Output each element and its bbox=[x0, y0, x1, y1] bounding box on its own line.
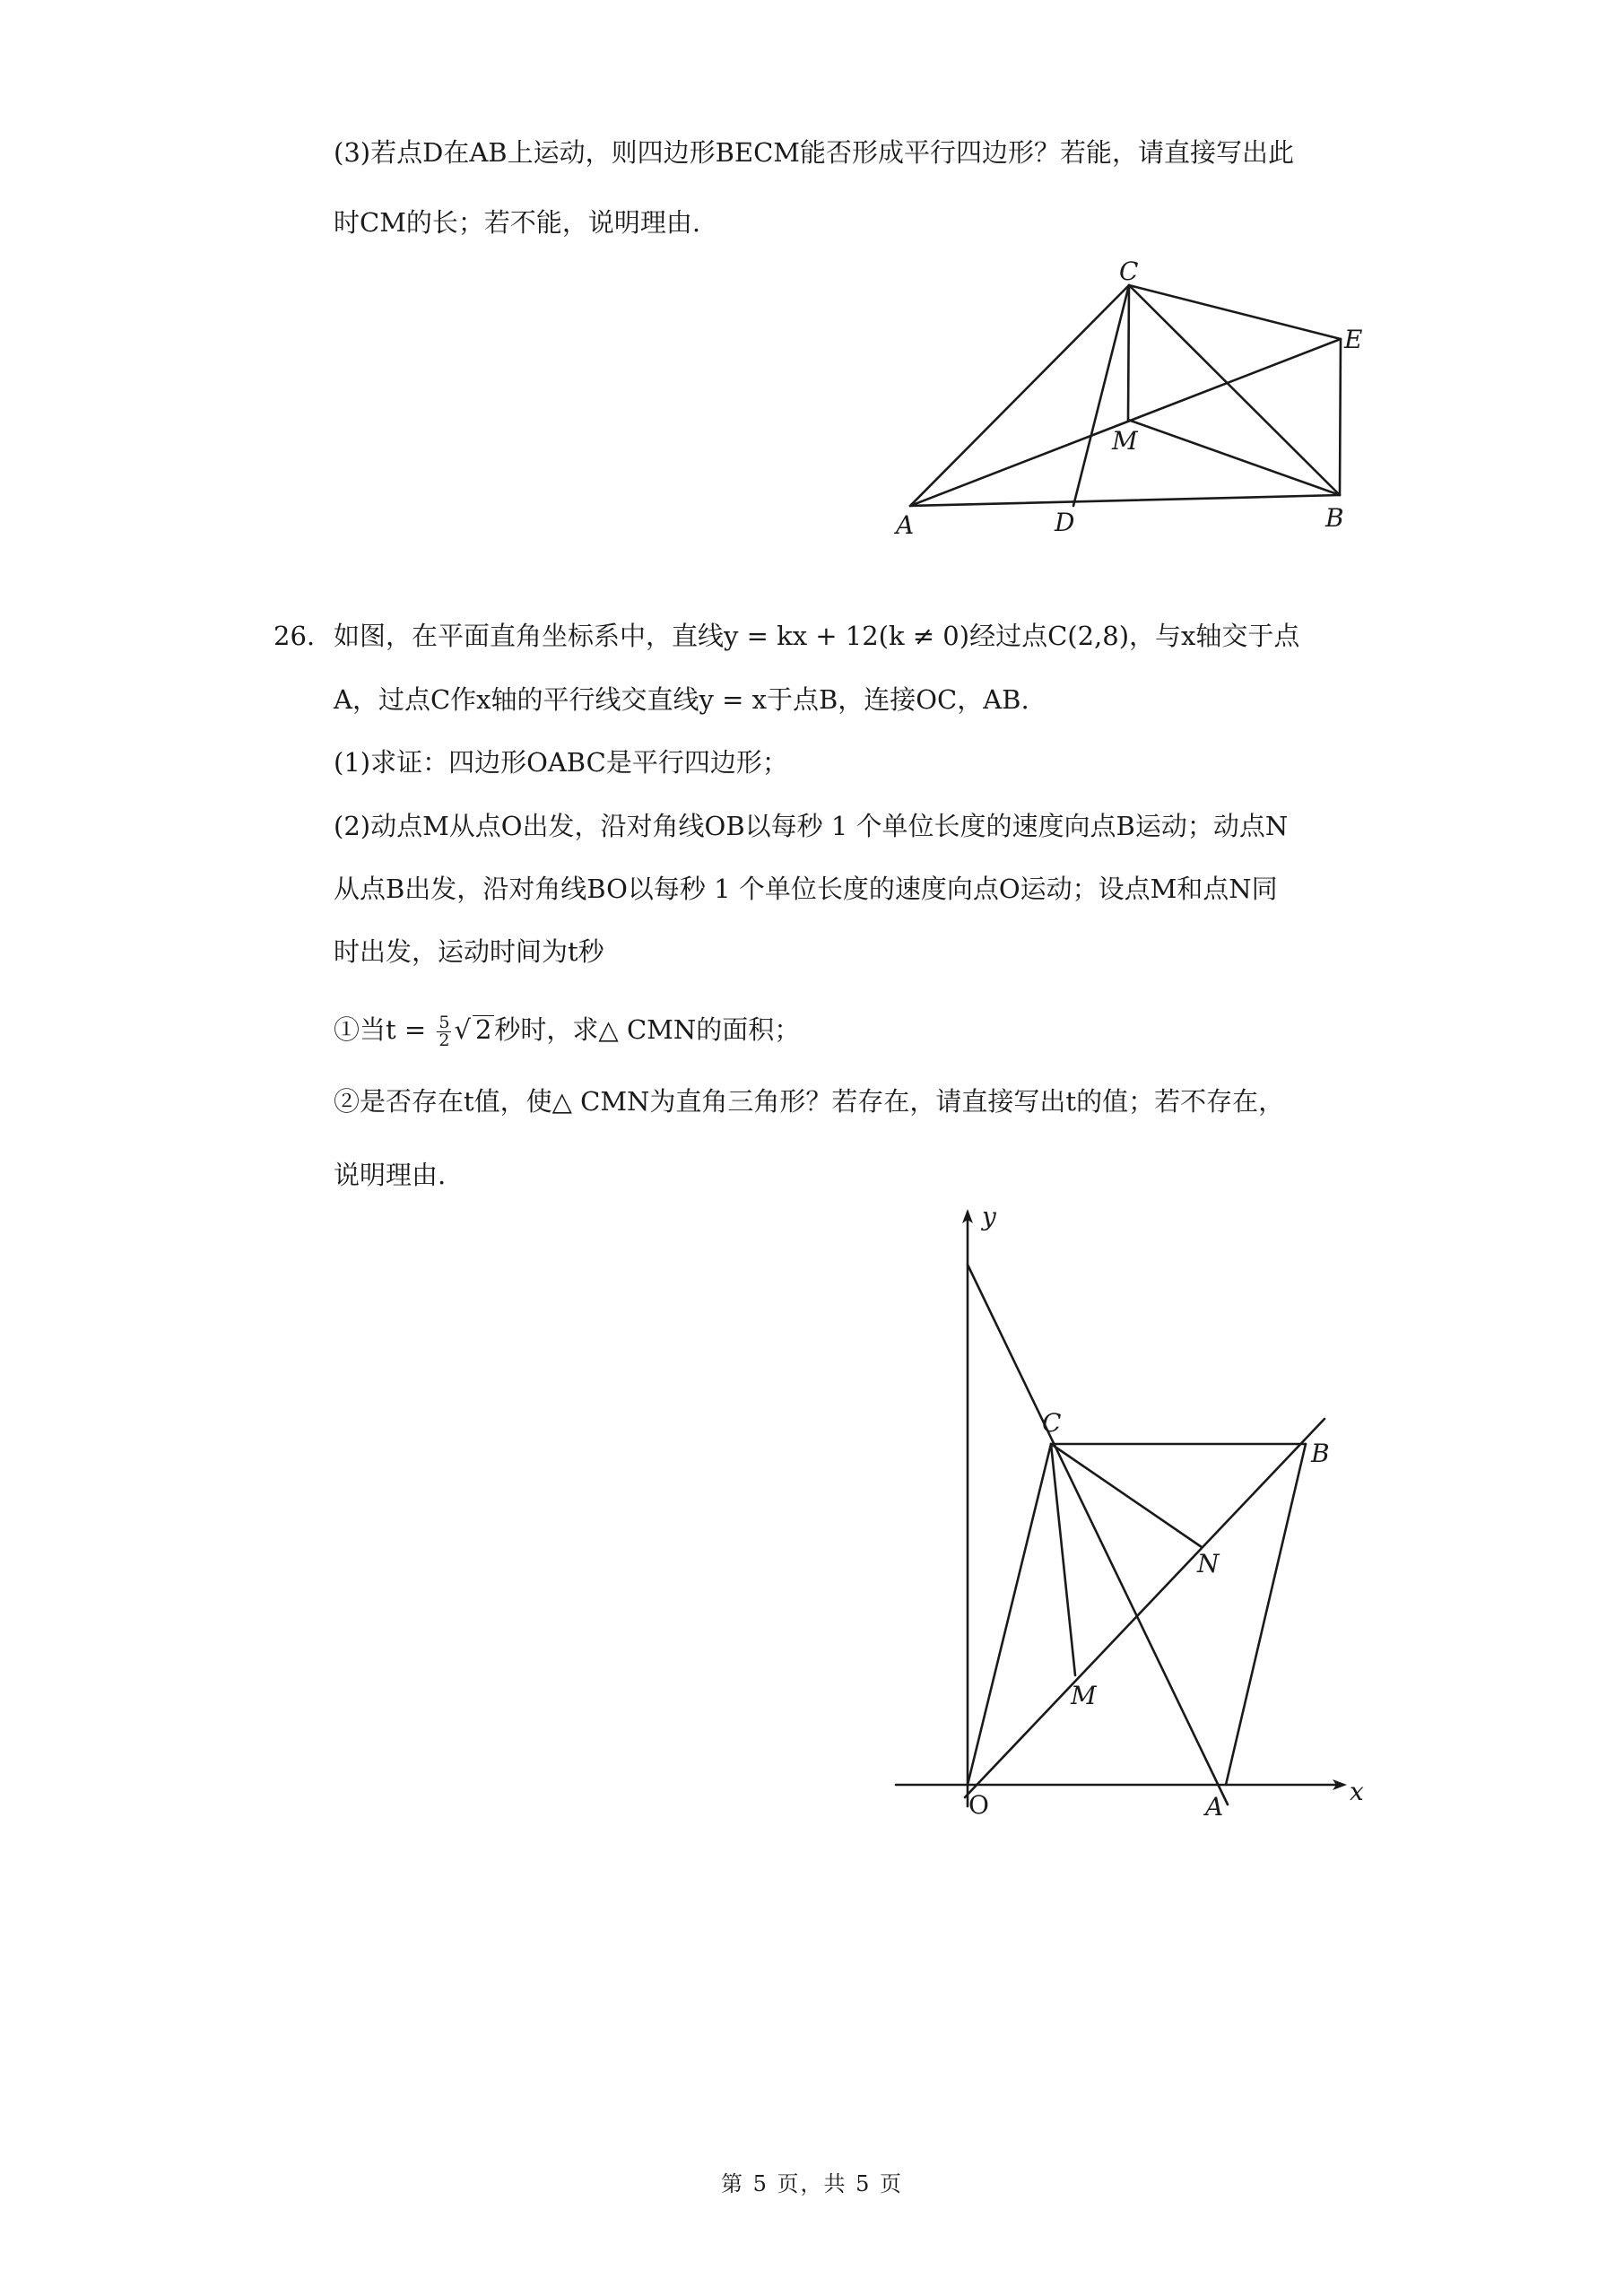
q26-sub-2-line-2: 说明理由. bbox=[334, 1160, 447, 1190]
fig1-label-c: C bbox=[1119, 257, 1139, 286]
q26-sub-1 bbox=[334, 1010, 800, 1049]
fig2-label-y: y bbox=[982, 1202, 996, 1231]
fig2-label-b: B bbox=[1311, 1439, 1330, 1468]
q26-part-2-line-3: 时出发，运动时间为t秒 bbox=[334, 936, 604, 967]
fig1-segment-ce bbox=[1129, 285, 1341, 339]
fig2-segment-cm bbox=[1051, 1444, 1075, 1675]
sqrt-sign: √ bbox=[454, 1014, 471, 1045]
fraction-five-halves bbox=[437, 1014, 451, 1049]
fig1-segment-eb bbox=[1340, 339, 1341, 495]
q26-line-2: A，过点C作x轴的平行线交直线y = x于点B，连接OC，AB. bbox=[334, 684, 1029, 715]
fig1-label-m: M bbox=[1112, 426, 1138, 456]
fig2-segment-ba bbox=[1226, 1444, 1306, 1785]
q26-part-1: (1)求证：四边形OABC是平行四边形； bbox=[334, 747, 788, 778]
sqrt-value: 2 bbox=[473, 1015, 494, 1043]
fig1-label-d: D bbox=[1055, 508, 1075, 537]
q26-part-2-line-1: (2)动点M从点O出发，沿对角线OB以每秒 1 个单位长度的速度向点B运动；动点N bbox=[334, 811, 1289, 841]
fig1-segment-cd bbox=[1073, 285, 1129, 506]
page-footer: 第 5 页，共 5 页 bbox=[720, 2171, 904, 2196]
fraction-numerator: 5 bbox=[439, 1012, 450, 1032]
fig2-label-m: M bbox=[1071, 1681, 1097, 1710]
fig2-label-n: N bbox=[1197, 1549, 1220, 1578]
fig1-segment-cm bbox=[1128, 285, 1129, 420]
fig1-segment-ae bbox=[910, 339, 1341, 506]
fig2-line-ca bbox=[968, 1265, 1228, 1805]
question-number: 26. bbox=[274, 621, 316, 651]
q26-sub-1-suffix: 秒时，求△ CMN的面积； bbox=[494, 1014, 801, 1045]
part3-line-1: (3)若点D在AB上运动，则四边形BECM能否形成平行四边形？若能，请直接写出此 bbox=[334, 137, 1294, 168]
q26-sub-1-prefix: ①当t = bbox=[334, 1014, 435, 1045]
fig1-segment-ac bbox=[910, 285, 1129, 506]
fig1-segment-ab bbox=[910, 495, 1340, 506]
fig2-line-y-equals-x bbox=[965, 1419, 1324, 1797]
fig2-segment-cn bbox=[1051, 1444, 1202, 1547]
fig2-label-a: A bbox=[1205, 1792, 1224, 1822]
fig2-label-x: x bbox=[1350, 1777, 1364, 1806]
fig1-label-b: B bbox=[1325, 503, 1344, 533]
q26-sub-2-line-1: ②是否存在t值，使△ CMN为直角三角形？若存在，请直接写出t的值；若不存在， bbox=[334, 1086, 1285, 1117]
q26-line-1: 如图，在平面直角坐标系中，直线y = kx + 12(k ≠ 0)经过点C(2,8)，与x轴交于点 bbox=[334, 621, 1300, 651]
fig2-segment-oc bbox=[968, 1444, 1051, 1785]
fig2-label-c: C bbox=[1042, 1408, 1062, 1438]
fig1-segment-cb bbox=[1129, 285, 1340, 495]
fraction-denominator: 2 bbox=[439, 1030, 450, 1050]
q26-part-2-line-2: 从点B出发，沿对角线BO以每秒 1 个单位长度的速度向点O运动；设点M和点N同 bbox=[334, 874, 1278, 904]
part3-line-2: 时CM的长；若不能，说明理由. bbox=[334, 207, 701, 238]
fig2-label-o: O bbox=[968, 1790, 989, 1820]
fig1-label-e: E bbox=[1344, 325, 1363, 354]
fig1-label-a: A bbox=[896, 510, 915, 540]
fig1-segment-mb bbox=[1128, 420, 1340, 495]
